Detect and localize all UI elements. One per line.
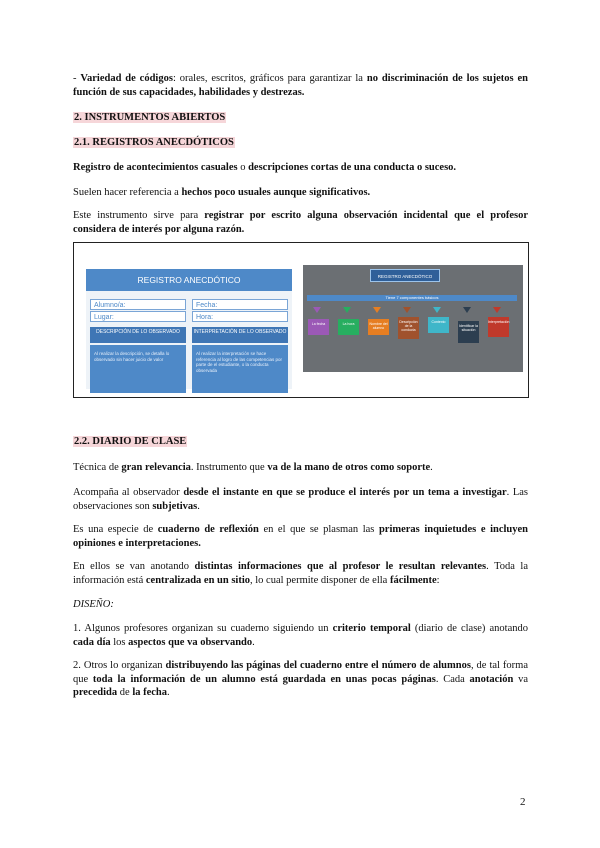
form-title: REGISTRO ANECDÓTICO [86,269,292,291]
paragraph-especie [73,523,528,550]
text: 1. Algunos profesores organizan su cuaderno siguiendo un [73,623,333,634]
heading-text: 2. INSTRUMENTOS ABIERTOS [74,112,226,123]
anecdotal-record-form [86,269,292,389]
bold: descripciones cortas de una conducta o suceso. [248,162,457,173]
intro-bold-2: no discriminación de los sujetos en función de sus capacidades, habilidades y destrezas. [73,73,529,98]
paragraph-tecnica [73,461,528,475]
text: los [110,636,129,648]
dash: - [73,73,81,84]
diagram-box: Descripción de la conducta [398,317,419,339]
bold: criterio temporal [332,623,411,634]
components-diagram [303,265,523,372]
paragraph-acompana [73,486,528,513]
bold: anotación [469,673,514,685]
page-number: 2 [520,796,526,808]
bold: fácilmente [389,574,437,586]
text: . Toda la información está [73,561,529,586]
paragraph-diseno-1 [73,622,528,649]
text: en el que se plasman las [258,524,379,535]
field-fecha: Fecha: [192,299,288,310]
arrow-icon [493,307,501,313]
arrow-icon [433,307,441,313]
bold: centralizada en un sitio [145,574,251,586]
column-header-interpretacion: INTERPRETACIÓN DE LO OBSERVADO [192,327,288,343]
arrow-icon [373,307,381,313]
text: de [117,687,133,698]
bold: aspectos que va observando [128,636,253,648]
diagram-bar: Tiene 7 componentes básicos [307,295,517,301]
text: Suelen hacer referencia a [73,187,182,198]
column-body-interpretacion: Al realizar la interpretación se hace referencia al logro de las competencias por parte de el estudiante, o la conducta observada [192,345,288,393]
field-lugar: Lugar: [90,311,186,322]
bold: subjetivas [152,500,198,512]
bold: toda la información de un alumno está guardada en unas pocas páginas [92,673,436,685]
bold: hechos poco usuales aunque significativos. [181,187,371,198]
arrow-icon [313,307,321,313]
text: va [513,673,528,685]
bold: gran relevancia [121,462,191,473]
bold: Registro de acontecimientos casuales [73,162,238,173]
heading-text: 2.1. REGISTROS ANECDÓTICOS [74,137,234,148]
text: En ellos se van anotando [73,561,195,572]
paragraph-diseno-2 [73,659,528,700]
bold: distintas informaciones que al profesor le resultan relevantes [194,561,487,572]
paragraph-registro [73,161,528,175]
diagram-title: REGISTRO ANECDÓTICO [370,269,440,282]
text: 2. Otros lo organizan [73,660,166,671]
diagram-box: La fecha [308,319,329,335]
text: o [237,162,249,173]
diagram-box: Interpretación [488,317,509,337]
arrow-icon [343,307,351,313]
paragraph-referencia [73,186,528,200]
intro-paragraph [73,72,528,99]
text: . Cada [435,673,470,685]
diagram-box: La hora [338,319,359,335]
text: . [197,500,200,512]
text: Es una especie de [73,524,158,535]
text: . [167,687,170,698]
bold: cada día [73,636,111,648]
text: . Las observaciones son [73,487,528,512]
arrow-icon [403,307,411,313]
text: . Instrumento que [190,462,268,473]
bold: desde el instante en que se produce el interés por un tema a investigar [183,487,507,498]
text: . [252,636,255,648]
field-alumno: Alumno/a: [90,299,186,310]
text: Acompaña al observador [73,487,184,498]
intro-text-1: : orales, escritos, gráficos para garantizar la [172,73,367,84]
figure-registro-anecdotico [73,242,529,398]
paragraph-instrumento [73,209,528,236]
diseno-label: DISEÑO: [73,599,114,610]
diagram-box: Nombre del alumno [368,319,389,335]
text: (diario de clase) anotando [410,623,529,634]
bold: cuaderno de reflexión [157,524,259,535]
text: Este instrumento sirve para [73,210,205,221]
bold: registrar por escrito alguna observación incidental que el profesor considera de interés por alguna razón. [73,210,528,235]
diagram-box: Contexto [428,317,449,333]
text: , de tal forma que [73,660,529,685]
bold: precedida [73,687,118,698]
column-body-descripcion: Al realizar la descripción, se detalla lo observado sin hacer juicio de valor [90,345,186,393]
bold: distribuyendo las páginas del cuaderno entre el número de alumnos [165,660,471,671]
text: . [430,462,433,473]
heading-diario-de-clase [73,435,528,449]
text: : [436,574,440,586]
intro-bold-1: Variedad de códigos [80,73,173,84]
column-header-descripcion: DESCRIPCIÓN DE LO OBSERVADO [90,327,186,343]
heading-text: 2.2. DIARIO DE CLASE [74,436,187,447]
bold: la fecha [132,687,168,698]
heading-instrumentos-abiertos [73,111,528,125]
text: Técnica de [73,462,122,473]
text: , lo cual permite disponer de ella [250,574,390,586]
bold: primeras inquietudes e incluyen opiniones e interpretaciones. [73,524,528,549]
heading-registros-anecdoticos [73,136,528,150]
paragraph-anotando [73,560,528,587]
arrow-icon [463,307,471,313]
bold: va de la mano de otros como soporte [267,462,431,473]
field-hora: Hora: [192,311,288,322]
diagram-box: Identificar la situación [458,321,479,343]
